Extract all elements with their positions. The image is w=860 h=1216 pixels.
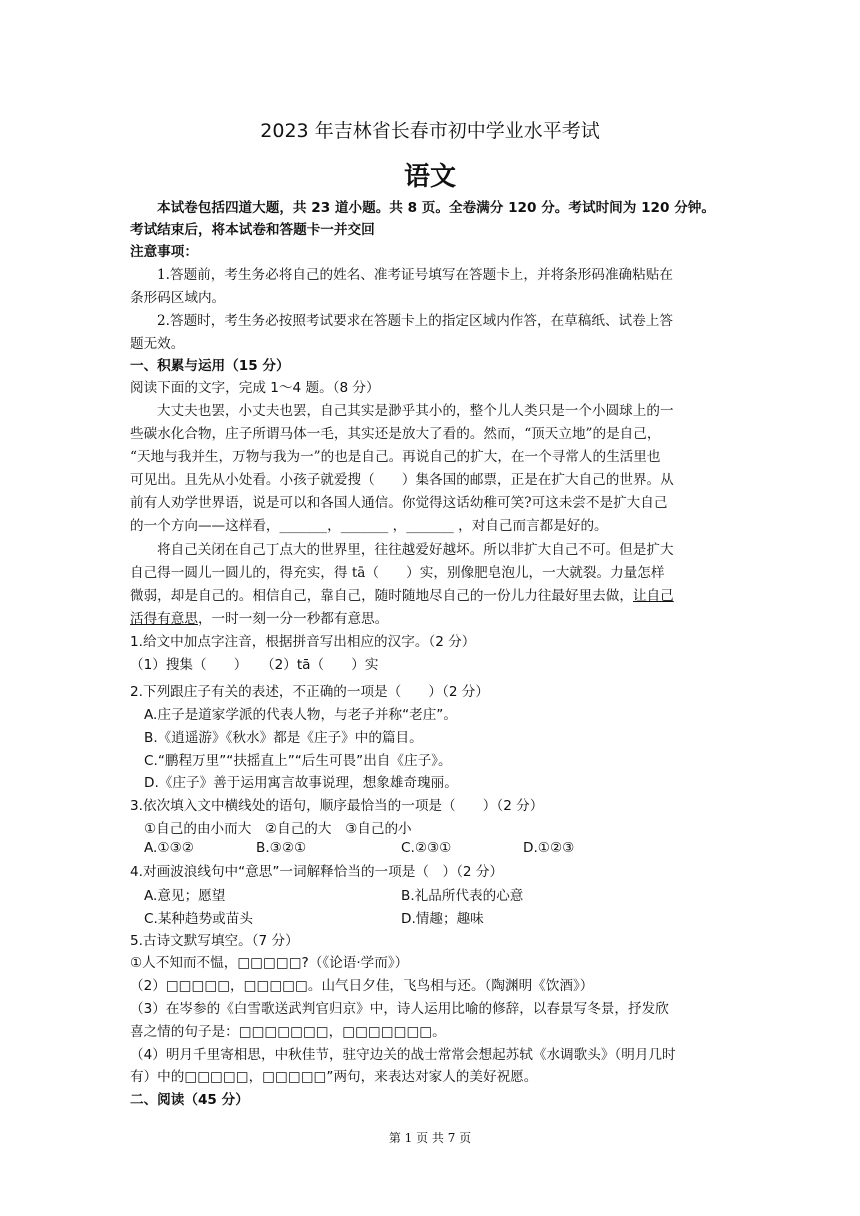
note-2-cont: 题无效。	[130, 336, 185, 352]
passage-line: 自己得一圆儿一圆儿的，得充实，得 tā（ ）实，别像肥皂泡儿，一大就裂。力量怎样	[130, 565, 665, 581]
q3-items: ①自己的由小而大 ②自己的大 ③自己的小	[144, 821, 412, 837]
question-1-items: （1）搜集（ ） （2）tā（ ）实	[130, 657, 379, 673]
q3-option-b: B.③②①	[256, 840, 307, 856]
q5-item-3-cont: 喜之情的句子是：□□□□□□□，□□□□□□□。	[130, 1024, 446, 1040]
passage-text: 微弱，却是自己的。相信自己，靠自己，随时随地尽自己的一份儿力往最好里去做，	[130, 588, 633, 604]
exam-title: 2023 年吉林省长春市初中学业水平考试	[260, 120, 600, 142]
note-2: 2.答题时，考生务必按照考试要求在答题卡上的指定区域内作答，在草稿纸、试卷上答	[157, 313, 673, 329]
passage-line	[130, 585, 740, 607]
section-1-heading: 一、积累与运用（15 分）	[130, 358, 290, 374]
passage-line: 将自己关闭在自己丁点大的世界里，往往越爱好越坏。所以非扩大自己不可。但是扩大	[157, 542, 674, 558]
passage-text: ，一时一刻一分一秒都有意思。	[197, 611, 389, 627]
note-1-cont: 条形码区域内。	[130, 290, 226, 306]
intro-line-2: 考试结束后，将本试卷和答题卡一并交回	[130, 222, 375, 238]
q4-option-c: C.某种趋势或苗头	[144, 911, 253, 927]
subject-title: 语文	[403, 162, 456, 192]
q4-option-b: B.礼品所代表的心意	[401, 888, 524, 904]
q2-option-b: B.《逍遥游》《秋水》都是《庄子》中的篇目。	[144, 730, 423, 746]
q5-item-1: ①人不知而不愠，□□□□□?（《论语·学而》）	[130, 955, 409, 971]
passage-line	[130, 608, 740, 630]
q2-option-a: A.庄子是道家学派的代表人物，与老子并称“老庄”。	[144, 707, 457, 723]
question-5: 5.古诗文默写填空。（7 分）	[130, 933, 299, 949]
question-1: 1.给文中加点字注音，根据拼音写出相应的汉字。（2 分）	[130, 634, 476, 650]
question-2: 2.下列跟庄子有关的表述，不正确的一项是（ ）（2 分）	[130, 684, 489, 700]
section-2-heading: 二、阅读（45 分）	[130, 1092, 249, 1108]
q5-item-3: （3）在岑参的《白雪歌送武判官归京》中，诗人运用比喻的修辞，以春景写冬景，抒发欣	[130, 1001, 669, 1017]
passage-line: 大丈夫也罢，小丈夫也罢，自己其实是渺乎其小的，整个儿人类只是一个小圆球上的一	[157, 403, 674, 419]
reading-prompt: 阅读下面的文字，完成 1～4 题。（8 分）	[130, 380, 380, 396]
intro-line-1: 本试卷包括四道大题，共 23 道小题。共 8 页。全卷满分 120 分。考试时间为 120 分钟。	[157, 200, 715, 216]
q4-option-a: A.意见；愿望	[144, 888, 226, 904]
wavy-underline-text: 让自己	[632, 588, 674, 604]
question-4: 4.对画波浪线句中“意思”一词解释恰当的一项是（ ）（2 分）	[130, 864, 504, 880]
question-3: 3.依次填入文中横线处的语句，顺序最恰当的一项是（ ）（2 分）	[130, 798, 544, 814]
q2-option-d: D.《庄子》善于运用寓言故事说理，想象雄奇瑰丽。	[144, 775, 458, 791]
note-1: 1.答题前，考生务必将自己的姓名、准考证号填写在答题卡上，并将条形码准确粘贴在	[157, 267, 673, 283]
q5-item-4-cont: 有）中的□□□□□，□□□□□”两句，来表达对家人的美好祝愿。	[130, 1069, 538, 1085]
passage-line: 可见出。且先从小处看。小孩子就爱搜（ ）集各国的邮票，正是在扩大自己的世界。从	[130, 472, 674, 488]
q3-option-c: C.②③①	[401, 840, 452, 856]
q3-option-a: A.①③②	[144, 840, 194, 856]
q2-option-c: C.“鹏程万里”“扶摇直上”“后生可畏”出自《庄子》。	[144, 753, 452, 769]
q3-option-d: D.①②③	[523, 840, 575, 856]
passage-line: 些碳水化合物，庄子所谓马体一毛，其实还是放大了看的。然而，“顶天立地”的是自己，	[130, 426, 661, 442]
passage-line: “天地与我并生，万物与我为一”的也是自己。再说自己的扩大，在一个寻常人的生活里也	[130, 449, 661, 465]
passage-line: 前有人劝学世界语，说是可以和各国人通信。你觉得这话幼稚可笑?可这未尝不是扩大自己	[130, 495, 668, 511]
q4-option-d: D.情趣；趣味	[401, 911, 484, 927]
wavy-underline-text: 活得有意思	[130, 611, 198, 627]
q5-item-2: （2）□□□□□，□□□□□。山气日夕佳，飞鸟相与还。（陶渊明《饮酒》）	[130, 978, 594, 994]
q5-item-4: （4）明月千里寄相思，中秋佳节，驻守边关的战士常常会想起苏轼《水调歌头》（明月几时	[130, 1047, 676, 1063]
page-footer: 第 1 页 共 7 页	[388, 1131, 472, 1145]
passage-line: 的一个方向——这样看，_______，_______ ，_______ ，对自己而言都是好的。	[130, 518, 608, 534]
notes-heading: 注意事项：	[130, 244, 198, 260]
